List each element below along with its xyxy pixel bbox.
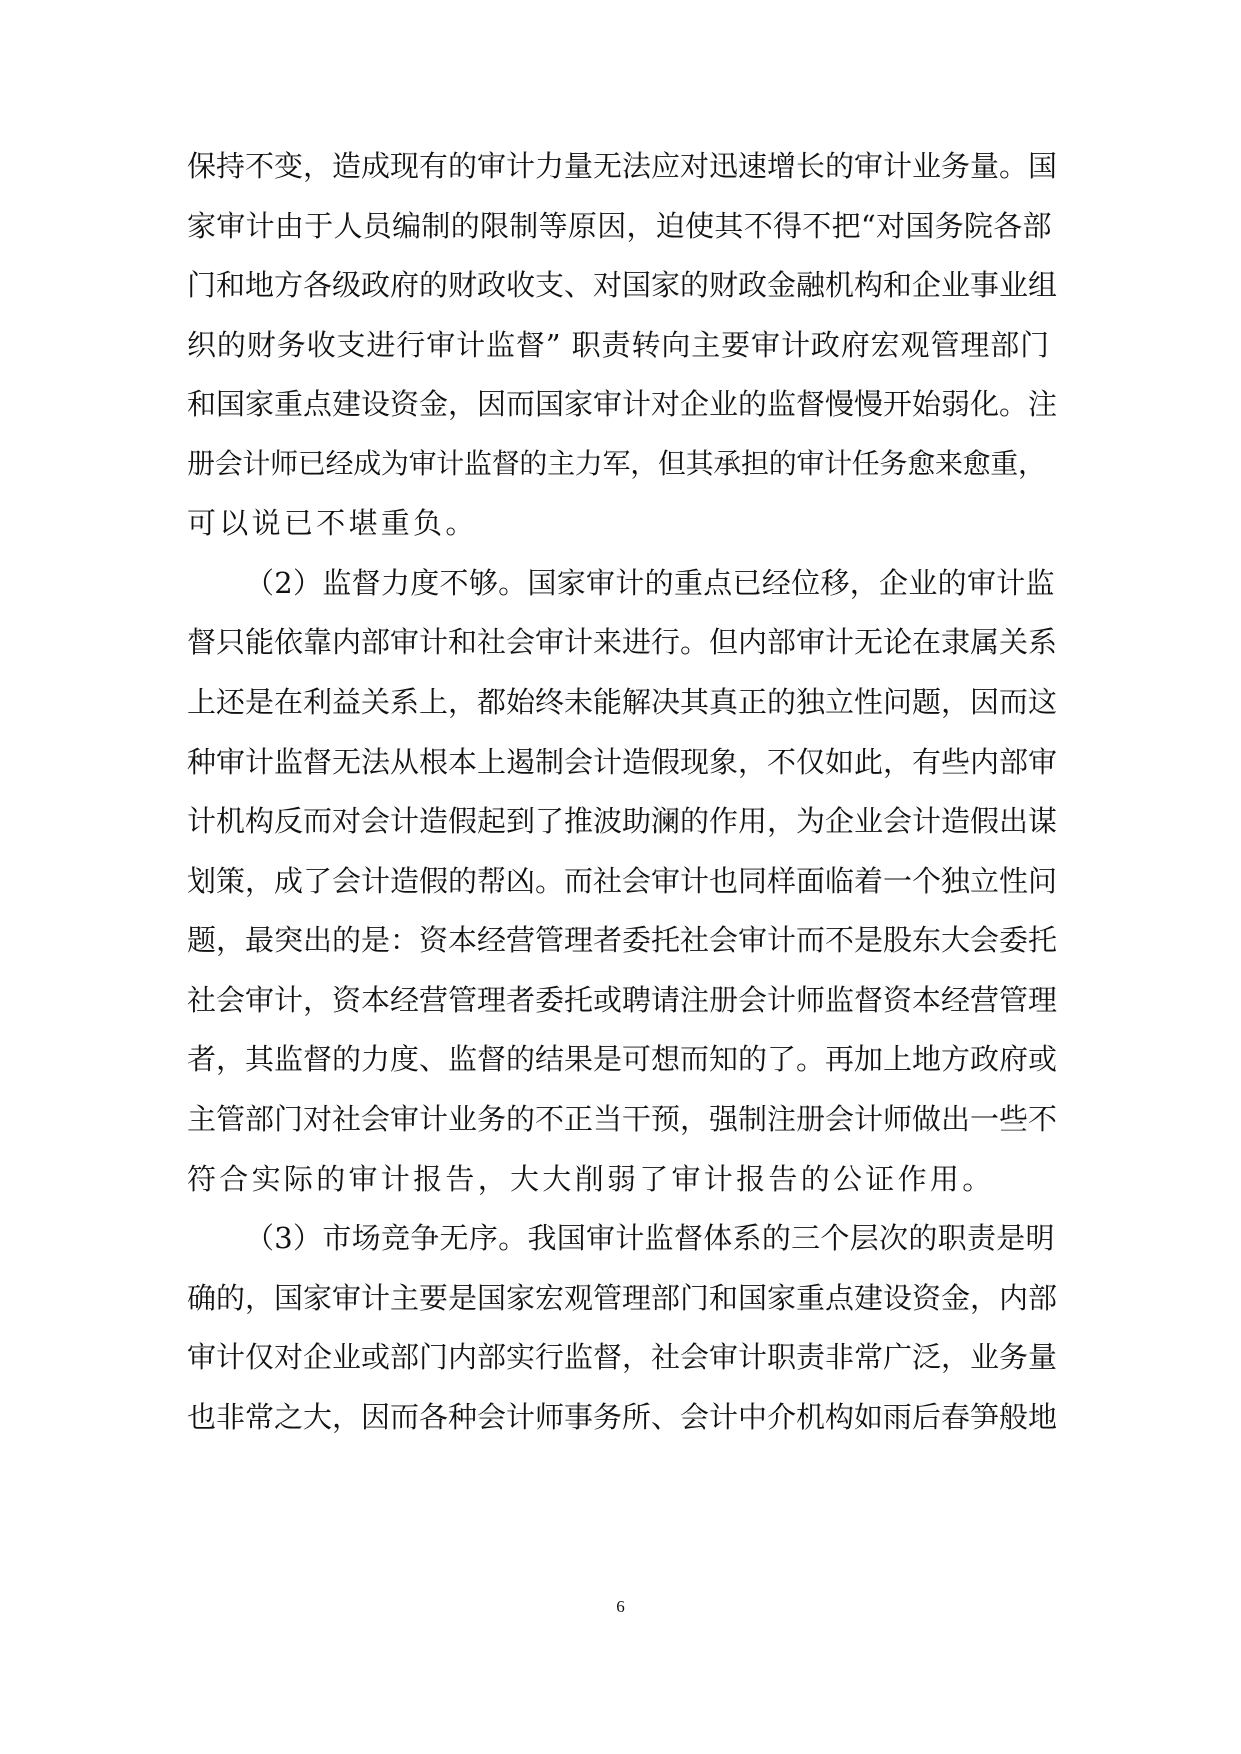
body-text-line: 可以说已不堪重负。 xyxy=(187,506,478,540)
body-text-line: 也非常之大，因而各种会计师事务所、会计中介机构如雨后春笋般地 xyxy=(187,1400,1058,1434)
body-text-line: 确的，国家审计主要是国家宏观管理部门和国家重点建设资金，内部 xyxy=(187,1281,1058,1315)
body-text-line: 划策，成了会计造假的帮凶。而社会审计也同样面临着一个独立性问 xyxy=(187,864,1058,898)
body-text-line: 审计仅对企业或部门内部实行监督，社会审计职责非常广泛，业务量 xyxy=(187,1340,1058,1374)
body-text-line: 织的财务收支进行审计监督” 职责转向主要审计政府宏观管理部门 xyxy=(187,328,1051,362)
body-text-line: 保持不变，造成现有的审计力量无法应对迅速增长的审计业务量。国 xyxy=(187,149,1058,183)
body-text-line: 题，最突出的是：资本经营管理者委托社会审计而不是股东大会委托 xyxy=(187,923,1058,957)
body-text-line: 册会计师已经成为审计监督的主力军，但其承担的审计任务愈来愈重， xyxy=(187,447,1046,480)
body-text-line: 和国家重点建设资金，因而国家审计对企业的监督慢慢开始弱化。注 xyxy=(187,387,1058,421)
paragraph-heading-3: （3）市场竞争无序。我国审计监督体系的三个层次的职责是明 xyxy=(245,1221,1055,1255)
body-text-line: 上还是在利益关系上，都始终未能解决其真正的独立性问题，因而这 xyxy=(187,685,1058,719)
paragraph-heading-2: （2）监督力度不够。国家审计的重点已经位移，企业的审计监 xyxy=(245,566,1055,600)
body-text-line: 督只能依靠内部审计和社会审计来进行。但内部审计无论在隶属关系 xyxy=(187,625,1058,659)
page-number: 6 xyxy=(616,1597,625,1616)
body-text-line: 社会审计，资本经营管理者委托或聘请注册会计师监督资本经营管理 xyxy=(187,983,1058,1017)
body-text-line: 家审计由于人员编制的限制等原因，迫使其不得不把“对国务院各部 xyxy=(187,209,1052,243)
body-text-line: 种审计监督无法从根本上遏制会计造假现象，不仅如此，有些内部审 xyxy=(187,745,1058,779)
body-text-line: 主管部门对社会审计业务的不正当干预，强制注册会计师做出一些不 xyxy=(187,1102,1058,1136)
body-text-line: 者，其监督的力度、监督的结果是可想而知的了。再加上地方政府或 xyxy=(187,1042,1058,1076)
body-text-line: 门和地方各级政府的财政收支、对国家的财政金融机构和企业事业组 xyxy=(187,268,1058,302)
body-text-line: 符合实际的审计报告，大大削弱了审计报告的公证作用。 xyxy=(187,1162,995,1196)
body-text-line: 计机构反而对会计造假起到了推波助澜的作用，为企业会计造假出谋 xyxy=(187,804,1058,838)
